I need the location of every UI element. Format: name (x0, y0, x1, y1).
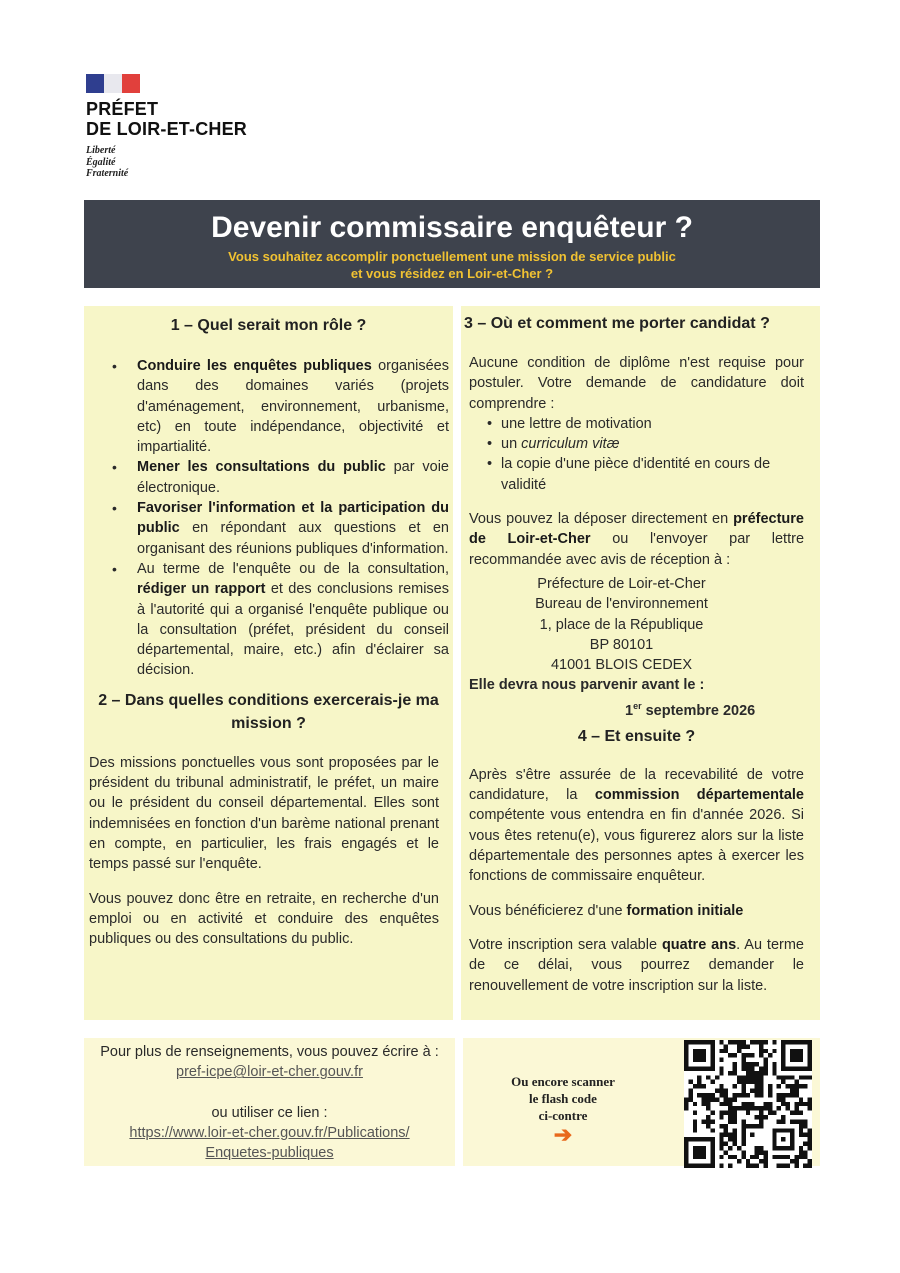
submission-paragraph (469, 509, 804, 570)
role-1-text: organisées dans des domaines variés (projets d'aménagement, environnement, urbanisme, etc) en toute indépendance, objectivité et impartialité. (137, 358, 449, 456)
motto-egalite: Égalité (86, 156, 116, 168)
org-line-1: PRÉFET (86, 99, 159, 119)
deadline-sup: er (633, 700, 642, 711)
list-item (84, 559, 449, 681)
list-item (84, 356, 449, 457)
role-list (84, 356, 453, 681)
submission-text-b: ou l'envoyer par lettre recommandée avec avis de réception à : (469, 531, 805, 568)
doc-2-prefix: un (501, 436, 522, 453)
deadline-day: 1 (625, 702, 634, 719)
role-1-bold: Conduire les enquêtes publiques (137, 358, 372, 374)
motto-liberte: Liberté (86, 145, 116, 156)
motto (86, 145, 247, 180)
conditions-paragraph-1: Des missions ponctuelles vous sont proposées par le président du tribunal administratif, le préfet, un maire ou le président du conseil départemental. Elles sont indemnisées en fonction d'un barème national prenant en compte, en particulier, les frais engagés et le temps passé sur l'enquête. (89, 754, 439, 873)
list-item: • une lettre de motivation (461, 414, 806, 434)
role-3-bold: Favoriser l'information et la participation du public (137, 500, 449, 537)
submission-text-a: Vous pouvez la déposer directement en (469, 511, 734, 528)
next-text-b: compétente vous entendra en fin d'année 2026. Si vous êtes retenu(e), vous figurerez alors sur la liste départementale des personnes aptes à exercer les fonctions de commissaire enquêteur. (469, 807, 804, 885)
deadline-rest: septembre 2026 (641, 702, 756, 719)
website-link-line-2[interactable]: Enquetes-publiques (205, 1145, 334, 1162)
website-link-line-1[interactable]: https://www.loir-et-cher.gouv.fr/Publications/ (129, 1124, 410, 1141)
marianne-flag-icon (86, 74, 140, 93)
address-line-3: 1, place de la République (539, 616, 704, 633)
address-line-2: Bureau de l'environnement (535, 596, 708, 613)
doc-2-italic: curriculum vitæ (521, 436, 620, 453)
deadline-label: Elle devra nous parvenir avant le : (469, 677, 705, 694)
next-bold: commission départementale (594, 787, 804, 804)
training-line (469, 901, 804, 921)
training-bold: formation initiale (626, 902, 744, 919)
next-text-a: Après s'être assurée de la recevabilité de votre candidature, la (469, 766, 804, 804)
address-line-4: BP 80101 (589, 636, 654, 653)
training-text: Vous bénéficierez d'une (469, 902, 627, 919)
page-title: Devenir commissaire enquêteur ? (211, 211, 693, 244)
section-2-title: 2 – Dans quelles conditions exercerais-je ma mission ? (98, 691, 439, 732)
role-2-text: par voie électronique. (137, 459, 449, 496)
documents-list (461, 414, 806, 495)
motto-fraternite: Fraternité (86, 168, 129, 179)
subtitle-line-2: et vous résidez en Loir-et-Cher ? (350, 266, 554, 281)
scan-text (463, 1073, 663, 1146)
title-banner (84, 200, 820, 288)
address-line-1: Préfecture de Loir-et-Cher (537, 575, 706, 592)
validity-text-b: . Au terme de ce délai, vous pourrez demander le renouvellement de votre inscription sur la liste. (469, 936, 805, 994)
application-intro: Aucune condition de diplôme n'est requise pour postuler. Votre demande de candidature doit comprendre : (469, 355, 804, 412)
role-4-text-a: Au terme de l'enquête ou de la consultation, (137, 560, 449, 577)
section-1-title: 1 – Quel serait mon rôle ? (170, 317, 367, 334)
deadline-date (461, 696, 820, 721)
list-item (84, 457, 449, 498)
org-line-2: DE LOIR-ET-CHER (86, 119, 248, 139)
validity-bold: quatre ans (661, 936, 737, 953)
next-steps-paragraph (469, 765, 804, 887)
submission-bold: préfecture de Loir-et-Cher (469, 511, 804, 548)
contact-email-link[interactable]: pref-icpe@loir-et-cher.gouv.fr (176, 1064, 363, 1081)
postal-address (461, 574, 782, 675)
prefecture-logo (86, 74, 247, 180)
list-item (84, 498, 449, 559)
section-3-title: 3 – Où et comment me porter candidat ? (464, 315, 770, 332)
scan-line-3: ci-contre (538, 1108, 588, 1123)
role-4-text-b: et des conclusions remises à l'autorité qui a organisé l'enquête publique ou la consultation (préfet, président du conseil départemental, maire, etc.) afin d'éclairer sa décision. (137, 581, 449, 679)
contact-info: Pour plus de renseignements, vous pouvez écrire à : (100, 1044, 439, 1060)
role-3-text: en répondant aux questions et en organisant des réunions publiques d'information. (137, 520, 449, 557)
role-2-bold: Mener les consultations du public (137, 459, 386, 476)
subtitle-line-1: Vous souhaitez accomplir ponctuellement une mission de service public (228, 249, 676, 264)
right-panel (461, 306, 820, 1020)
scan-line-1: Ou encore scanner (511, 1074, 615, 1089)
qr-code[interactable] (684, 1040, 812, 1168)
org-name (86, 99, 247, 139)
role-4-bold: rédiger un rapport (137, 581, 266, 598)
validity-text-a: Votre inscription sera valable (469, 936, 662, 953)
address-line-5: 41001 BLOIS CEDEX (550, 657, 693, 674)
arrow-right-icon: ➔ (553, 1122, 573, 1147)
validity-paragraph (469, 935, 804, 996)
or-link-label: ou utiliser ce lien : (211, 1104, 328, 1121)
scan-line-2: le flash code (529, 1091, 597, 1106)
qr-code-graphic (684, 1040, 812, 1168)
list-item (461, 434, 806, 454)
contact-panel (84, 1038, 455, 1166)
section-4-title: 4 – Et ensuite ? (577, 727, 696, 745)
list-item: • la copie d'une pièce d'identité en cours de validité (461, 454, 806, 495)
conditions-paragraph-2: Vous pouvez donc être en retraite, en recherche d'un emploi ou en activité et conduire des enquêtes publiques ou des consultations du public. (89, 890, 439, 948)
left-panel (84, 306, 453, 1020)
